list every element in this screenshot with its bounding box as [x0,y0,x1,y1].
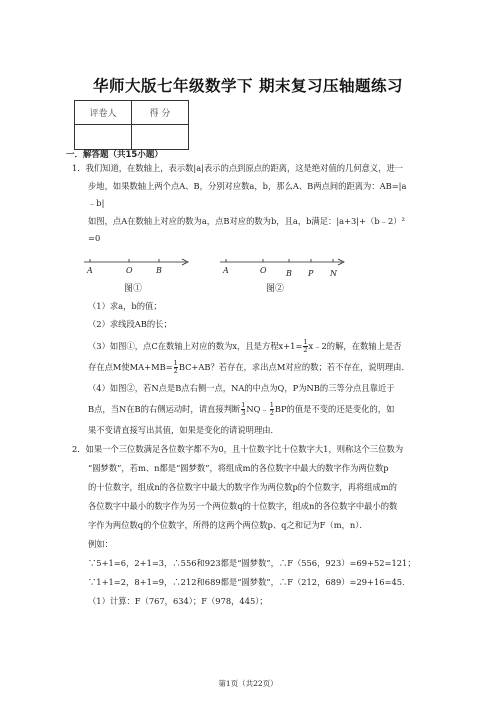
grader-cell[interactable] [75,125,132,150]
fig1-caption: 图① [124,284,143,294]
score-cell[interactable] [132,125,189,150]
q2-line-1: 2．如果一个三位数满足各位数字都不为0，且十位数字比十位数字大1，则称这个三位数为 [72,444,404,454]
fig1-label-o: O [126,266,133,275]
fig2-label-p: P [308,269,314,278]
fraction-one-half-2: $\frac{1}{2}$ [173,359,178,375]
fig2-label-a: A [223,266,229,275]
q1-sub-3-pre: （3）如图①，点C在数轴上对应的数为x，且是方程x+1= [88,341,303,351]
fig1-label-b: B [156,266,162,275]
q2-line-3: 的十位数字，组成n的各位数字中最大的数字作为两位数p的个位数字，再将组成m的 [88,482,397,492]
fraction-one-half-3: $\frac{1}{2}$ [269,401,274,417]
q1-sub-4-post: BP的值是不变的还是变化的，如 [274,404,395,414]
page-footer: 第1页（共22页） [218,679,278,688]
q1-sub-4-line-1: （4）如图②，若N点是B点右侧一点，NA的中点为Q，P为NB的三等分点且靠近于 [88,383,395,393]
q2-line-7: ∵5+1=6，2+1=3，∴556和923都是“圆梦数”，∴F（556，923）=69+52=121； [88,558,416,568]
q2-line-5: 字作为两位数q的个位数字，所得的这两个两位数p、q之和记为F（m，n）． [88,520,368,530]
q1-sub-1: （1）求a，b的值； [88,301,162,311]
fraction-one-half: $\frac{1}{2}$ [303,338,308,354]
q1-sub-3-post: x﹣2的解，在数轴上是否 [308,341,402,351]
score-header: 得 分 [132,101,189,125]
q1-sub-4-line-3: 果不变请直接写出其值，如果是变化的请说明理由． [88,425,279,435]
page-title: 华师大版七年级数学下 期末复习压轴题练习 [93,77,403,95]
q2-line-6: 例如： [88,539,113,549]
q2-line-9: （1）计算：F（767，634）；F（978，445）； [88,596,268,606]
q1-line-3: ﹣b| [88,198,105,208]
number-line-figure-1 [82,254,192,296]
number-line-figure-2 [218,254,348,296]
q1-sub-3b-post: BC+AB？若存在，求出点M对应的数；若不存在，说明理由． [178,362,410,372]
q1-sub-3b-pre: 存在点M使MA+MB= [88,362,173,372]
q1-sub-4-mid: NQ﹣ [246,404,269,414]
q2-line-8: ∵1+1=2，8+1=9，∴212和689都是“圆梦数”，∴F（212，689）=29+16=45． [88,577,411,587]
q1-line-5: =0 [88,233,101,243]
score-table [74,100,189,150]
q1-sub-4-line-2 [88,402,394,417]
q2-line-4: 各位数字中最小的数字作为另一个两位数q的十位数字，组成n的各位数字中最小的数 [88,501,398,511]
fig2-label-n: N [330,269,337,278]
fig1-label-a: A [87,266,93,275]
q1-sub-4-pre: B点，当N在B的右侧运动时，请直接判断 [88,404,241,414]
fig2-label-b: B [286,269,292,278]
fraction-one-third: $\frac{1}{3}$ [241,401,246,417]
q1-sub-3-line-2 [88,360,410,375]
q1-sub-3-line-1 [88,339,401,354]
q1-line-4: 如图，点A在数轴上对应的数为a，点B对应的数为b，且a，b满足：|a+3|+（b﹣2）² [88,216,405,226]
grader-header: 评卷人 [75,101,132,125]
fig2-label-o: O [260,266,267,275]
q1-line-2: 步地，如果数轴上两个点A、B，分别对应数a，b，那么A、B两点间的距离为：AB=|a [88,181,407,191]
q1-line-1: 1．我们知道，在数轴上，表示数|a|表示的点到原点的距离，这是绝对值的几何意义，进一 [72,163,404,173]
q2-line-2: “圆梦数”，若m、n都是“圆梦数”，将组成m的各位数字中最大的数字作为两位数p [88,463,389,473]
section-heading: 一．解答题（共15小题） [66,150,163,160]
fig2-caption: 图② [266,284,285,294]
q1-sub-2: （2）求线段AB的长； [88,319,172,329]
